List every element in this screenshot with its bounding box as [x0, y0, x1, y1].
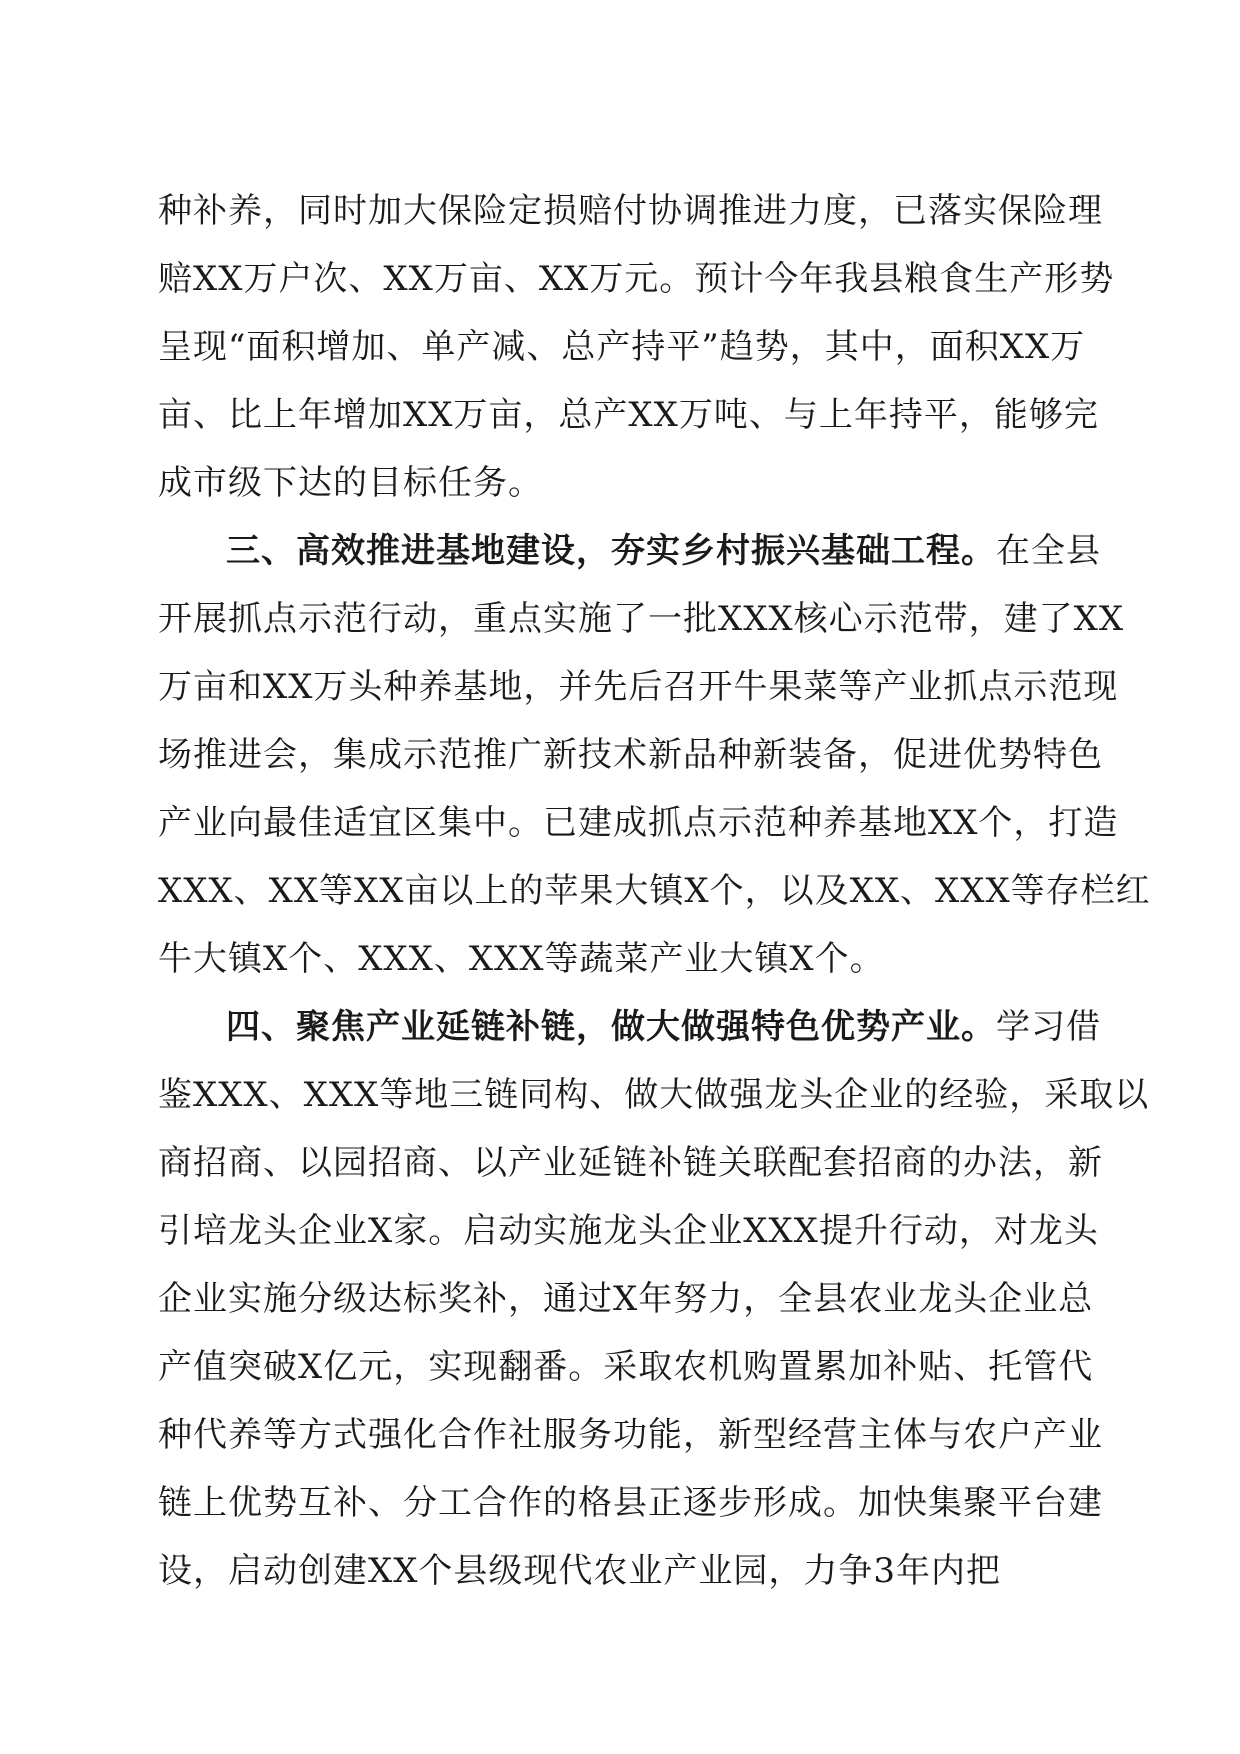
text-line: 鉴XXX、XXX等地三链同构、做大做强龙头企业的经验，采取以	[158, 1075, 1150, 1115]
text-line: 引培龙头企业X家。启动实施龙头企业XXX提升行动，对龙头	[158, 1211, 1099, 1251]
text-line: 亩、比上年增加XX万亩，总产XX万吨、与上年持平，能够完	[158, 395, 1099, 435]
text-line: XXX、XX等XX亩以上的苹果大镇X个，以及XX、XXX等存栏红	[158, 871, 1151, 911]
text-line: 种补养，同时加大保险定损赔付协调推进力度，已落实保险理	[158, 191, 1103, 231]
body-text	[158, 177, 1151, 1605]
text-line: 产业向最佳适宜区集中。已建成抓点示范种养基地XX个，打造	[158, 803, 1119, 843]
text-line: 开展抓点示范行动，重点实施了一批XXX核心示范带，建了XX	[158, 599, 1125, 639]
text-line: 成市级下达的目标任务。	[158, 463, 543, 503]
text-line: 呈现“面积增加、单产减、总产持平”趋势，其中，面积XX万	[158, 327, 1086, 367]
section-heading-line	[158, 517, 1101, 585]
section-heading-3-tail: 在全县	[996, 531, 1101, 571]
text-line: 产值突破X亿元，实现翻番。采取农机购置累加补贴、托管代	[158, 1347, 1094, 1387]
section-heading-4-tail: 学习借	[996, 1007, 1101, 1047]
text-line: 链上优势互补、分工合作的格县正逐步形成。加快集聚平台建	[158, 1483, 1103, 1523]
text-line: 赔XX万户次、XX万亩、XX万元。预计今年我县粮食生产形势	[158, 259, 1115, 299]
section-heading-line	[158, 993, 1101, 1061]
section-heading-3: 三、高效推进基地建设，夯实乡村振兴基础工程。	[226, 531, 996, 571]
text-line: 企业实施分级达标奖补，通过X年努力，全县农业龙头企业总	[158, 1279, 1094, 1319]
text-line: 种代养等方式强化合作社服务功能，新型经营主体与农户产业	[158, 1415, 1103, 1455]
section-heading-4: 四、聚焦产业延链补链，做大做强特色优势产业。	[226, 1007, 996, 1047]
text-line: 牛大镇X个、XXX、XXX等蔬菜产业大镇X个。	[158, 939, 885, 979]
text-line: 场推进会，集成示范推广新技术新品种新装备，促进优势特色	[158, 735, 1103, 775]
text-line: 商招商、以园招商、以产业延链补链关联配套招商的办法，新	[158, 1143, 1103, 1183]
text-line: 设，启动创建XX个县级现代农业产业园，力争3年内把	[158, 1551, 1002, 1591]
text-line: 万亩和XX万头种养基地，并先后召开牛果菜等产业抓点示范现	[158, 667, 1119, 707]
